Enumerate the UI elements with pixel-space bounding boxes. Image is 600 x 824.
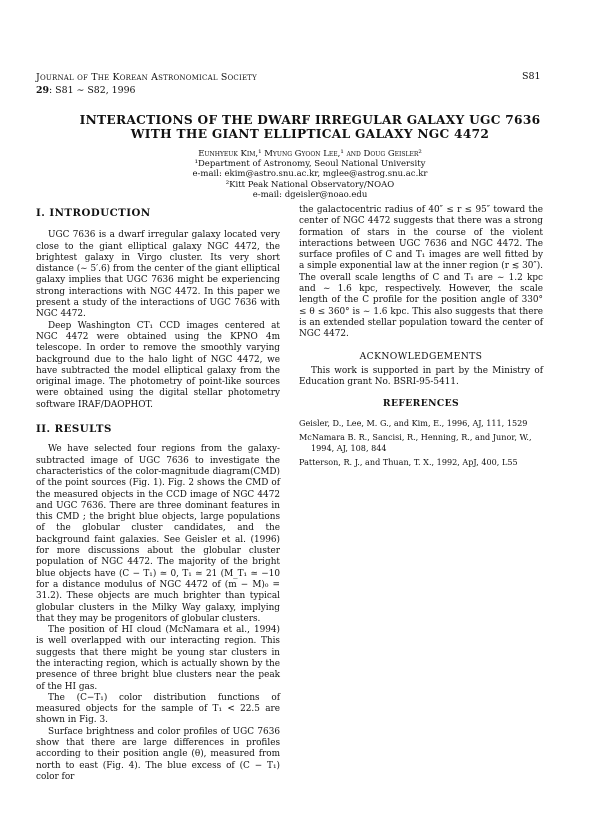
reference-item: McNamara B. R., Sancisi, R., Henning, R., and Junor, W., 1994, AJ, 108, 844: [299, 431, 532, 454]
references-heading: REFERENCES: [382, 398, 460, 410]
affiliation-1: ¹Department of Astronomy, Seoul National University: [194, 159, 426, 170]
acknowledgements-text: This work is supported in part by the Ministry of Education grant No. BSRI-95-5411.: [299, 365, 543, 388]
results-paragraph-2: The position of HI cloud (McNamara et al., 1994) is well overlapped with our interacting region. This suggests that there might be young star clusters in the interacting region, which is actually shown by the presence of three bright blue clusters near the peak of the HI gas.: [36, 625, 280, 692]
intro-paragraph-2: Deep Washington CT₁ CCD images centered at NGC 4472 were obtained using the KPNO 4m telescope. In order to remove the smoothly varying background due to the halo light of NGC 4472, we have subtracted the model elliptical galaxy from the original image. The photometry of point-like sources were obtained using the digital stellar photometry software IRAF/DAOPHOT.: [36, 320, 280, 410]
intro-heading: I. INTRODUCTION: [36, 207, 151, 219]
left-column: [36, 208, 280, 783]
page-number: S81: [522, 71, 541, 82]
journal-header: [36, 71, 257, 97]
email-2: e-mail: dgeisler@noao.edu: [252, 189, 368, 200]
journal-volume: 29: [36, 85, 50, 96]
intro-paragraph-1: UGC 7636 is a dwarf irregular galaxy located very close to the giant elliptical galaxy NGC 4472, the brightest galaxy in Virgo cluster. Its very short distance (∼ 5′.6) from the center of the giant elliptical galaxy implies that UGC 7636 might be experiencing strong interactions with NGC 4472. In this paper we present a study of the interactions of UGC 7636 with NGC 4472.: [36, 230, 280, 320]
paper-title: [40, 113, 580, 141]
right-column: [299, 205, 543, 469]
results-paragraph-4: Surface brightness and color profiles of UGC 7636 show that there are large differences in profiles according to their position angle (θ), measured from north to east (Fig. 4). The blue excess of (C − T₁) color for: [36, 726, 280, 782]
author-names: Eunhyeuk Kim,¹ Myung Gyoon Lee,¹ and Doug Geisler²: [198, 149, 422, 159]
affiliation-2: ²Kitt Peak National Observatory/NOAO: [225, 179, 395, 190]
results-paragraph-3: The (C−T₁) color distribution functions of measured objects for the sample of T₁ < 22.5 are shown in Fig. 3.: [36, 692, 280, 726]
journal-pages: : S81 ∼ S82, 1996: [49, 85, 136, 96]
title-line-1: INTERACTIONS OF THE DWARF IRREGULAR GALAXY UGC 7636: [79, 113, 541, 127]
journal-name: Journal of The Korean Astronomical Society: [36, 72, 257, 83]
author-block: [40, 149, 580, 200]
results-heading: II. RESULTS: [36, 423, 112, 436]
results-paragraph-1: We have selected four regions from the galaxy-subtracted image of UGC 7636 to investigate the characteristics of the color-magnitude diagram(CMD) of the point sources (Fig. 1). Fig. 2 shows the CMD of the measured objects in the CCD image of NGC 4472 and UGC 7636. There are three dominant features in this CMD ; the bright blue objects, large populations of the globular cluster candidates, and the background faint galaxies. See Geisler et al. (1996) for more discussions about the globular cluster population of NGC 4472. The majority of the bright blue objects have (C − T₁) ≃ 0, T₁ ≃ 21 (M_T₁ ≃ −10 for a distance modulus of NGC 4472 of (m − M)₀ = 31.2). These objects are much brighter than typical globular clusters in the Milky Way galaxy, implying that they may be progenitors of globular clusters.: [36, 444, 280, 624]
acknowledgements-heading: ACKNOWLEDGEMENTS: [359, 350, 483, 362]
reference-item: Patterson, R. J., and Thuan, T. X., 1992, ApJ, 400, L55: [299, 457, 518, 468]
right-paragraph-1: the galactocentric radius of 40″ ≤ r ≤ 95″ toward the center of NGC 4472 suggests that there was a strong formation of stars in the course of the violent interactions between UGC 7636 and NGC 4472. The surface profiles of C and T₁ images are well fitted by a simple exponential law at the inner region (r ≲ 30″). The overall scale lengths of C and T₁ are ∼ 1.2 kpc and ∼ 1.6 kpc, respectively. However, the scale length of the C profile for the position angle of 330° ≤ θ ≤ 360° is ∼ 1.6 kpc. This also suggests that there is an extended stellar population toward the center of NGC 4472.: [299, 205, 543, 340]
email-1: e-mail: ekim@astro.snu.ac.kr, mglee@astrog.snu.ac.kr: [192, 169, 428, 180]
journal-volume-line: [36, 84, 257, 97]
title-line-2: WITH THE GIANT ELLIPTICAL GALAXY NGC 4472: [130, 127, 490, 141]
reference-item: Geisler, D., Lee, M. G., and Kim, E., 1996, AJ, 111, 1529: [299, 417, 528, 428]
